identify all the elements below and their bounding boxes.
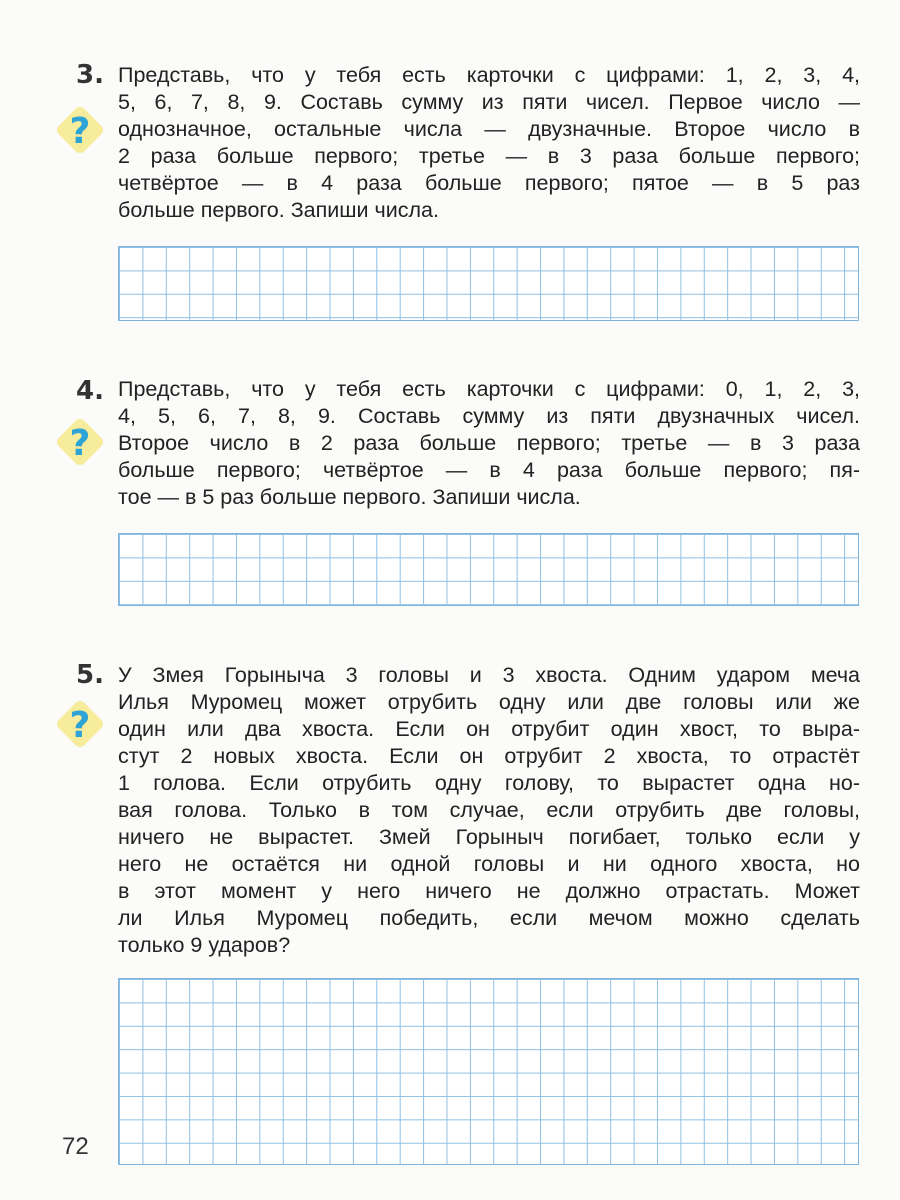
task-text xyxy=(118,376,860,511)
text-line: стут 2 новых хвоста. Если он отрубит 2 хвоста, то отрастёт xyxy=(118,744,860,768)
answer-grid[interactable] xyxy=(118,978,859,1165)
text-line: один или два хвоста. Если он отрубит один хвост, то выра- xyxy=(118,717,860,741)
task-number: 3. xyxy=(76,60,104,90)
answer-grid[interactable] xyxy=(118,246,859,321)
text-line: Представь, что у тебя есть карточки с цифрами: 1, 2, 3, 4, xyxy=(118,63,860,87)
text-line: четвёртое — в 4 раза больше первого; пятое — в 5 раз xyxy=(118,171,860,195)
text-line: него не остаётся ни одной головы и ни одного хвоста, но xyxy=(118,852,860,876)
text-line: 4, 5, 6, 7, 8, 9. Составь сумму из пяти двузначных чисел. xyxy=(118,404,860,428)
text-line: Представь, что у тебя есть карточки с цифрами: 0, 1, 2, 3, xyxy=(118,377,860,401)
question-icon xyxy=(52,102,108,158)
task-number: 5. xyxy=(76,660,104,690)
task-number: 4. xyxy=(76,376,104,406)
text-line: в этот момент у него ничего не должно отрастать. Может xyxy=(118,879,860,903)
text-line: Илья Муромец может отрубить одну или две головы или же xyxy=(118,690,860,714)
text-line: больше первого. Запиши числа. xyxy=(118,198,439,222)
text-line: 2 раза больше первого; третье — в 3 раза больше первого; xyxy=(118,144,860,168)
svg-text:?: ? xyxy=(69,705,91,746)
text-line: однозначное, остальные числа — двузначные. Второе число в xyxy=(118,117,860,141)
svg-text:?: ? xyxy=(69,423,91,464)
task-text xyxy=(118,662,860,959)
text-line: ничего не вырастет. Змей Горыныч погибает, только если у xyxy=(118,825,860,849)
text-line: Второе число в 2 раза больше первого; третье — в 3 раза xyxy=(118,431,860,455)
svg-text:?: ? xyxy=(69,111,91,152)
task-text xyxy=(118,62,860,224)
page-number: 72 xyxy=(62,1133,89,1160)
text-line: только 9 ударов? xyxy=(118,933,291,957)
answer-grid[interactable] xyxy=(118,533,859,606)
text-line: больше первого; четвёртое — в 4 раза больше первого; пя- xyxy=(118,458,860,482)
question-icon xyxy=(52,696,108,752)
text-line: 5, 6, 7, 8, 9. Составь сумму из пяти чисел. Первое число — xyxy=(118,90,860,114)
text-line: вая голова. Только в том случае, если отрубить две головы, xyxy=(118,798,860,822)
text-line: тое — в 5 раз больше первого. Запиши числа. xyxy=(118,485,581,509)
text-line: У Змея Горыныча 3 головы и 3 хвоста. Одним ударом меча xyxy=(118,663,860,687)
text-line: ли Илья Муромец победить, если мечом можно сделать xyxy=(118,906,860,930)
question-icon xyxy=(52,414,108,470)
text-line: 1 голова. Если отрубить одну голову, то вырастет одна но- xyxy=(118,771,860,795)
